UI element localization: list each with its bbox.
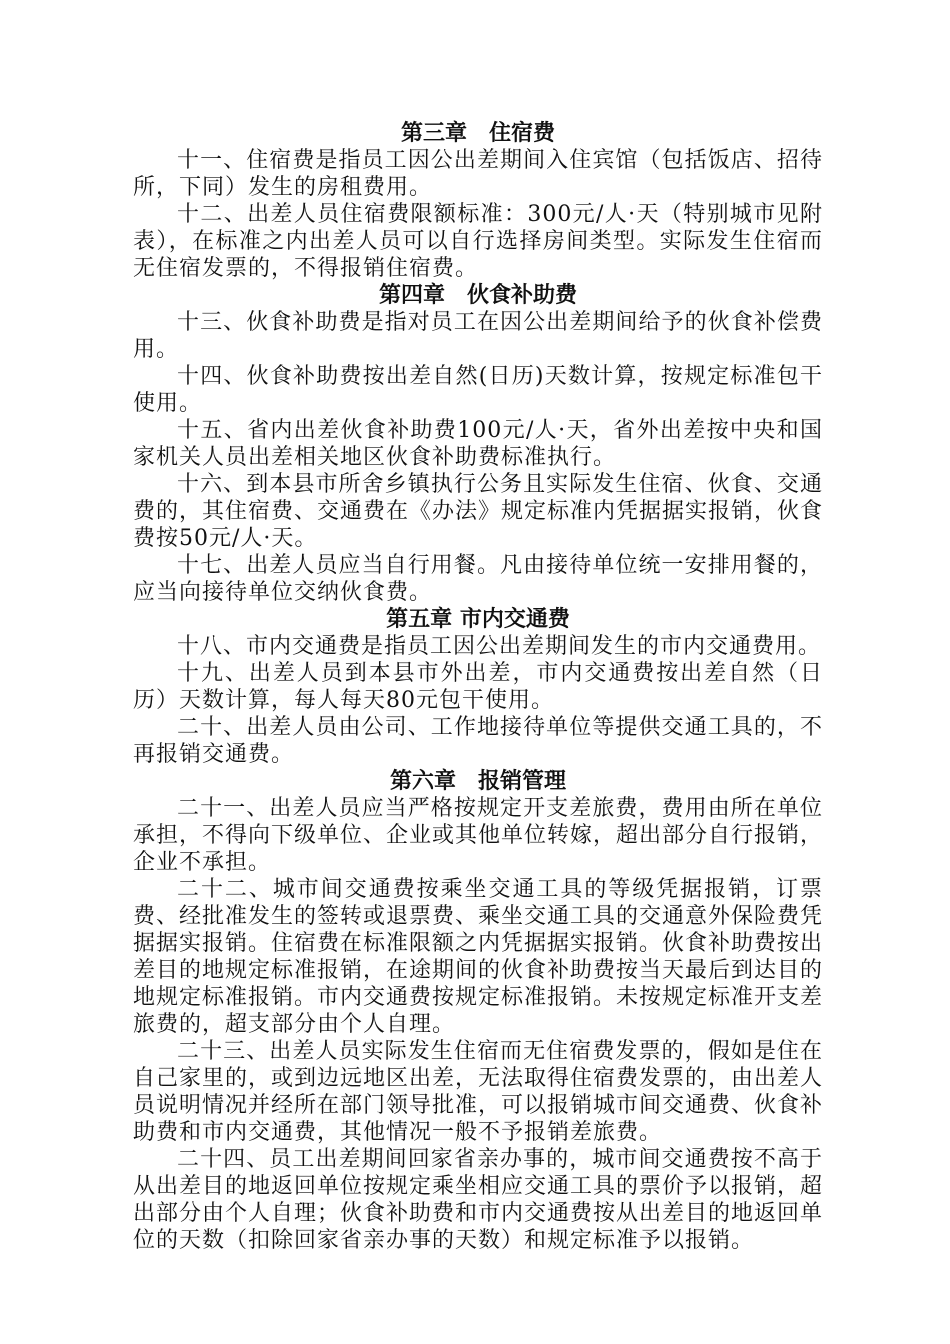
- article-paragraph: 二十四、员工出差期间回家省亲办事的，城市间交通费按不高于从出差目的地返回单位按规定乘坐相应交通工具的票价予以报销，超出部分由个人自理；伙食补助费和市内交通费按从出差目的地返回单位的天数（扣除回家省亲办事的天数）和规定标准予以报销。: [133, 1147, 824, 1253]
- chapter-heading: 第四章 伙食补助费: [378, 283, 577, 308]
- article-paragraph: 十六、到本县市所舍乡镇执行公务且实际发生住宿、伙食、交通费的，其住宿费、交通费在《办法》规定标准内凭据据实报销，伙食费按50元/人·天。: [133, 472, 824, 551]
- chapter-heading: 第三章 住宿费: [400, 121, 555, 146]
- article-paragraph: 十三、伙食补助费是指对员工在因公出差期间给予的伙食补偿费用。: [133, 310, 823, 362]
- chapter-heading: 第六章 报销管理: [389, 769, 566, 794]
- article-paragraph: 二十一、出差人员应当严格按规定开支差旅费，费用由所在单位承担，不得向下级单位、企业或其他单位转嫁，超出部分自行报销，企业不承担。: [133, 796, 824, 875]
- article-paragraph: 二十、出差人员由公司、工作地接待单位等提供交通工具的，不再报销交通费。: [133, 715, 823, 767]
- article-paragraph: 十二、出差人员住宿费限额标准：300元/人·天（特别城市见附表），在标准之内出差人员可以自行选择房间类型。实际发生住宿而无住宿发票的，不得报销住宿费。: [133, 202, 823, 281]
- article-paragraph: 十一、住宿费是指员工因公出差期间入住宾馆（包括饭店、招待所，下同）发生的房租费用。: [133, 148, 823, 200]
- chapter-heading: 第五章 市内交通费: [386, 607, 570, 632]
- chapter-3-section: [133, 120, 823, 282]
- article-paragraph: 十四、伙食补助费按出差自然(日历)天数计算，按规定标准包干使用。: [133, 364, 823, 416]
- article-paragraph: 十七、出差人员应当自行用餐。凡由接待单位统一安排用餐的，应当向接待单位交纳伙食费。: [133, 553, 823, 605]
- chapter-4-section: [133, 282, 823, 606]
- article-paragraph: 二十二、城市间交通费按乘坐交通工具的等级凭据报销，订票费、经批准发生的签转或退票费、乘坐交通工具的交通意外保险费凭据据实报销。住宿费在标准限额之内凭据据实报销。伙食补助费按出差目的地规定标准报销，在途期间的伙食补助费按当天最后到达目的地规定标准报销。市内交通费按规定标准报销。未按规定标准开支差旅费的，超支部分由个人自理。: [133, 877, 824, 1037]
- article-paragraph: 十八、市内交通费是指员工因公出差期间发生的市内交通费用。: [177, 634, 822, 659]
- chapter-5-section: [133, 606, 823, 768]
- article-paragraph: 十五、省内出差伙食补助费100元/人·天，省外出差按中央和国家机关人员出差相关地区伙食补助费标准执行。: [133, 418, 823, 470]
- article-paragraph: 二十三、出差人员实际发生住宿而无住宿费发票的，假如是住在自己家里的，或到边远地区出差，无法取得住宿费发票的，由出差人员说明情况并经所在部门领导批准，可以报销城市间交通费、伙食补助费和市内交通费，其他情况一般不予报销差旅费。: [133, 1039, 824, 1145]
- article-paragraph: 十九、出差人员到本县市外出差，市内交通费按出差自然（日历）天数计算，每人每天80元包干使用。: [133, 661, 823, 713]
- chapter-6-section: [133, 768, 823, 1254]
- document-page: [133, 120, 823, 1254]
